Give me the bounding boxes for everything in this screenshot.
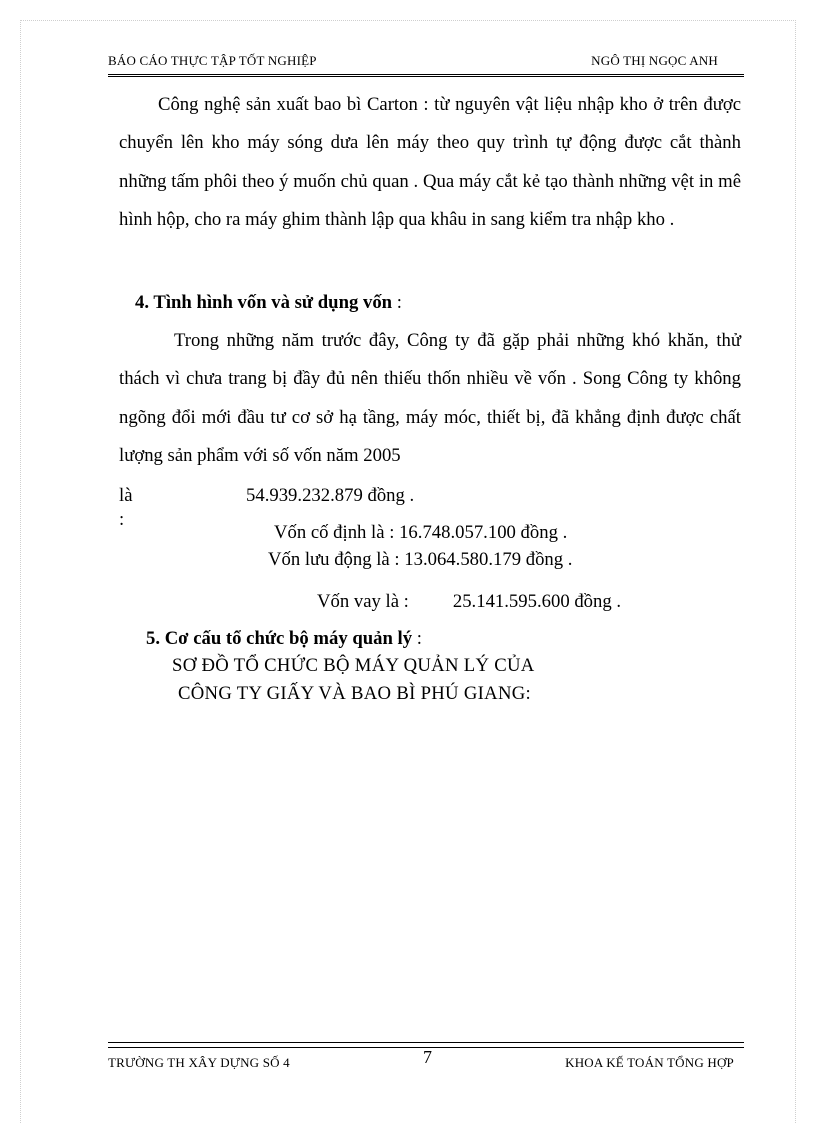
working-capital-line: Vốn lưu động là : 13.064.580.179 đồng . <box>268 549 573 570</box>
page-footer <box>108 1047 734 1074</box>
footer-department-name: KHOA KẾ TOÁN TỔNG HỢP <box>565 1055 734 1070</box>
total-capital-value: 54.939.232.879 đồng . <box>246 485 415 506</box>
section-heading-5 <box>146 627 422 651</box>
section-heading-4 <box>135 291 402 315</box>
loan-capital-label: Vốn vay là : <box>317 591 409 612</box>
footer-school-name: TRƯỜNG TH XÂY DỰNG SỐ 4 <box>108 1055 290 1070</box>
paragraph-2-text: Trong những năm trước đây, Công ty đã gặp phải những khó khăn, thử thách vì chưa trang bị đầy đủ nên thiếu thốn nhiều về vốn . Song Công ty không ngõng đổi mới đầu tư cơ sở hạ tầng, máy móc, thiết bị, đã khẳng định được chất lượng sản phẩm với số vốn năm 2005 <box>119 330 741 466</box>
paragraph-1-text: Công nghệ sản xuất bao bì Carton : từ nguyên vật liệu nhập kho ở trên được chuyển lên kho máy sóng dưa lên máy theo quy trình tự động được cắt thành những tấm phôi theo ý muốn chủ quan . Qua máy cắt kẻ tạo thành những vệt in mê hình hộp, cho ra máy ghim thành lập qua khâu in sang kiểm tra nhập kho . <box>119 94 741 230</box>
page-header <box>108 53 718 71</box>
fixed-capital-line: Vốn cố định là : 16.748.057.100 đồng . <box>274 522 568 543</box>
org-chart-title-line-2: CÔNG TY GIẤY VÀ BAO BÌ PHÚ GIANG: <box>178 683 532 704</box>
section-heading-5-text: 5. Cơ cấu tổ chức bộ máy quản lý <box>146 628 413 649</box>
section-heading-4-colon: : <box>392 292 402 313</box>
header-report-title: BÁO CÁO THỰC TẬP TỐT NGHIỆP <box>108 53 317 68</box>
section-heading-4-text: 4. Tình hình vốn và sử dụng vốn <box>135 292 393 313</box>
loan-capital-value: 25.141.595.600 đồng . <box>452 591 622 612</box>
paragraph-production-technology <box>119 86 741 239</box>
page-number: 7 <box>423 1047 433 1067</box>
paragraph-capital <box>119 322 741 475</box>
header-author-name: NGÔ THỊ NGỌC ANH <box>591 53 718 68</box>
total-capital-label: là : <box>119 485 133 530</box>
loan-capital-line <box>317 590 621 614</box>
org-chart-title-line-1: SƠ ĐỒ TỔ CHỨC BỘ MÁY QUẢN LÝ CỦA <box>172 655 535 676</box>
section-heading-5-colon: : <box>412 628 422 649</box>
header-rule <box>108 74 744 77</box>
